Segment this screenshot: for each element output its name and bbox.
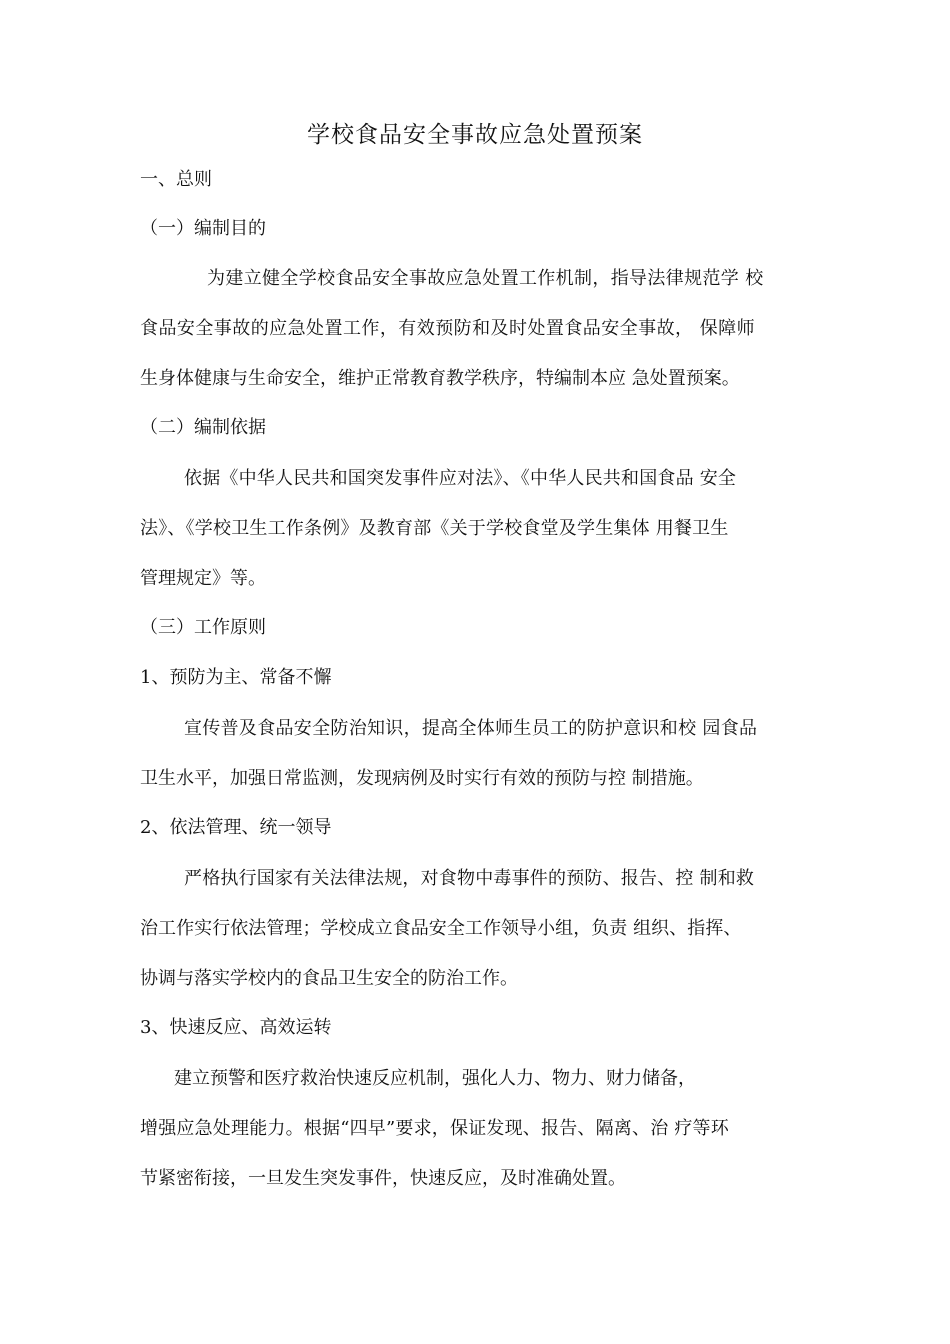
paragraph-line: 建立预警和医疗救治快速反应机制，强化人力、物力、财力储备，: [174, 1068, 696, 1089]
subsection-heading-basis: （二）编制依据: [140, 417, 266, 438]
principle-heading-2: 2、依法管理、统一领导: [140, 817, 332, 838]
subsection-heading-principles: （三）工作原则: [140, 617, 266, 638]
paragraph-line: 管理规定》等。: [140, 568, 266, 589]
paragraph-line: 食品安全事故的应急处置工作，有效预防和及时处置食品安全事故， 保障师: [140, 318, 756, 339]
paragraph-line: 法》、《学校卫生工作条例》及教育部《关于学校食堂及学生集体 用餐卫生: [140, 518, 729, 539]
paragraph-line: 生身体健康与生命安全，维护正常教育教学秩序，特编制本应 急处置预案。: [140, 368, 740, 389]
paragraph-line: 协调与落实学校内的食品卫生安全的防治工作。: [140, 968, 518, 989]
paragraph-line: 增强应急处理能力。根据“四早”要求，保证发现、报告、隔离、治 疗等环: [140, 1118, 729, 1139]
principle-heading-1: 1、预防为主、常备不懈: [140, 667, 332, 688]
paragraph-line: 宣传普及食品安全防治知识，提高全体师生员工的防护意识和校 园食品: [184, 718, 758, 739]
paragraph-line: 严格执行国家有关法律法规，对食物中毒事件的预防、报告、控 制和救: [184, 868, 755, 889]
section-heading-general: 一、总则: [140, 169, 212, 190]
paragraph-line: 依据《中华人民共和国突发事件应对法》、《中华人民共和国食品 安全: [184, 468, 737, 489]
paragraph-line: 节紧密衔接，一旦发生突发事件，快速反应，及时准确处置。: [140, 1168, 626, 1189]
paragraph-line: 卫生水平，加强日常监测，发现病例及时实行有效的预防与控 制措施。: [140, 768, 704, 789]
principle-heading-3: 3、快速反应、高效运转: [140, 1017, 332, 1038]
document-title: 学校食品安全事故应急处置预案: [307, 122, 643, 148]
subsection-heading-purpose: （一）编制目的: [140, 218, 266, 239]
paragraph-line: 治工作实行依法管理；学校成立食品安全工作领导小组，负责 组织、指挥、: [140, 918, 742, 939]
paragraph-line: 为建立健全学校食品安全事故应急处置工作机制，指导法律规范学 校: [207, 268, 764, 289]
